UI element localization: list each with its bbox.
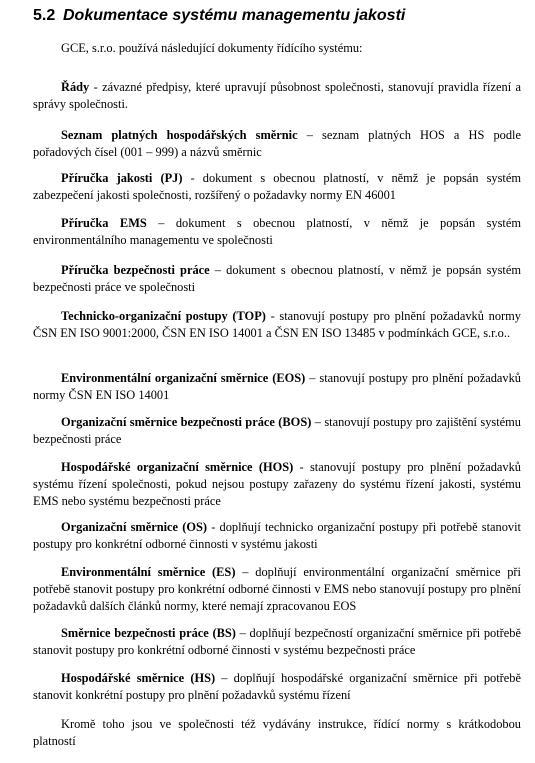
item-term: Příručka bezpečnosti práce bbox=[61, 263, 210, 277]
item-seznam-smernic bbox=[33, 127, 521, 161]
item-term: Hospodářské organizační směrnice (HOS) bbox=[61, 460, 294, 474]
item-term: Příručka jakosti (PJ) bbox=[61, 171, 183, 185]
item-prirucka-ems bbox=[33, 215, 521, 249]
item-top bbox=[33, 308, 521, 342]
item-term: Environmentální organizační směrnice (EOS) bbox=[61, 371, 306, 385]
closing-paragraph: Kromě toho jsou ve společnosti též vydávány instrukce, řídící normy s krátkodobou platností bbox=[33, 717, 521, 748]
item-hs bbox=[33, 670, 521, 704]
item-term: Hospodářské směrnice (HS) bbox=[61, 671, 216, 685]
section-title: Dokumentace systému managementu jakosti bbox=[63, 7, 406, 24]
item-text: – stanovují postupy pro zajištění systému bezpečnosti práce bbox=[33, 415, 521, 446]
item-text: - stanovují postupy pro plnění požadavků systému řízení společnosti, pokud nejsou postupy zařazeny do systému řízení jakosti, systému EMS nebo systému bezpečnosti práce bbox=[33, 460, 521, 508]
item-os bbox=[33, 519, 521, 553]
item-term: Příručka EMS bbox=[61, 216, 147, 230]
item-text: – doplňují hospodářské organizační směrnice při potřebě stanovit konkrétní postupy pro plnění požadavků systému řízení bbox=[33, 671, 521, 702]
item-es bbox=[33, 564, 521, 615]
item-text: - závazné předpisy, které upravují působnost společnosti, stanovují pravidla řízení a správy společnosti. bbox=[33, 80, 521, 111]
item-hos bbox=[33, 459, 521, 510]
item-bos bbox=[33, 414, 521, 448]
item-text: – dokument s obecnou platností, v němž je popsán systém environmentálního managementu ve společnosti bbox=[33, 216, 521, 247]
item-text: - dokument s obecnou platností, v němž je popsán systém zabezpečení jakosti společnosti, rozšířený o požadavky normy EN 46001 bbox=[33, 171, 521, 202]
item-rady bbox=[33, 79, 521, 113]
item-text: – doplňují bezpečností organizační směrnice při potřebě stanovit postupy pro konkrétní odborné činnosti v systému bezpečnosti práce bbox=[33, 626, 521, 657]
intro-paragraph: GCE, s.r.o. používá následující dokumenty řídícího systému: bbox=[61, 41, 363, 55]
item-term: Řády bbox=[61, 80, 90, 94]
item-text: – stanovují postupy pro plnění požadavků normy ČSN EN ISO 14001 bbox=[33, 371, 521, 402]
item-term: Organizační směrnice (OS) bbox=[61, 520, 208, 534]
item-text: – doplňují environmentální organizační směrnice při potřebě stanovit postupy pro konkrétní odborné činnosti v EMS nebo stanovují postupy pro plnění požadavků dalších článků normy, které nemají zpracovanou EOS bbox=[33, 565, 522, 613]
item-text: – dokument s obecnou platností, v němž je popsán systém bezpečnosti práce ve společnosti bbox=[33, 263, 521, 294]
item-term: Environmentální směrnice (ES) bbox=[61, 565, 236, 579]
section-heading bbox=[33, 6, 523, 26]
item-eos bbox=[33, 370, 521, 404]
item-prirucka-bp bbox=[33, 262, 521, 296]
item-text: - doplňují technicko organizační postupy při potřebě stanovit postupy pro konkrétní odborné činnosti v systému jakosti bbox=[33, 520, 522, 551]
item-term: Směrnice bezpečnosti práce (BS) bbox=[61, 626, 236, 640]
item-term: Organizační směrnice bezpečnosti práce (BOS) bbox=[61, 415, 312, 429]
section-number: 5.2 bbox=[33, 7, 56, 24]
item-text: – seznam platných HOS a HS podle pořadových čísel (001 – 999) a názvů směrnic bbox=[33, 128, 521, 159]
item-bs bbox=[33, 625, 521, 659]
item-term: Technicko-organizační postupy (TOP) bbox=[61, 309, 266, 323]
item-prirucka-jakosti bbox=[33, 170, 521, 204]
item-term: Seznam platných hospodářských směrnic bbox=[61, 128, 298, 142]
item-text: - stanovují postupy pro plnění požadavků normy ČSN EN ISO 9001:2000, ČSN EN ISO 14001 a ČSN EN ISO 13485 v podmínkách GCE, s.r.o.. bbox=[33, 309, 521, 340]
